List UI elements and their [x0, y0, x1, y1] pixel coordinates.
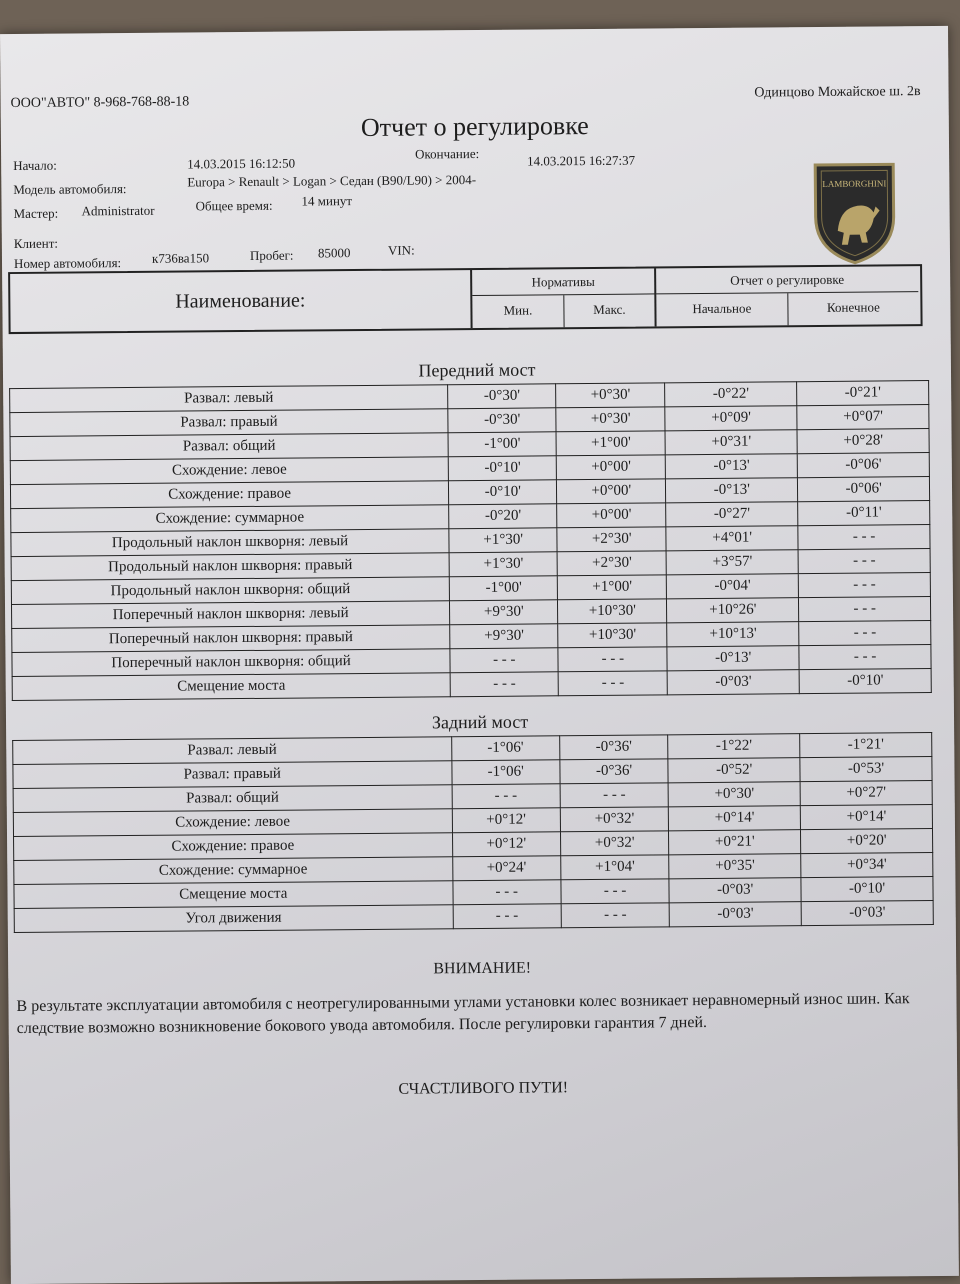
page-title: Отчет о регулировке [360, 111, 589, 142]
model-value: Europa > Renault > Logan > Седан (B90/L90) > 2004- [187, 171, 477, 190]
max-value: +10°30' [558, 623, 667, 648]
initial-value: -0°13' [667, 646, 799, 671]
max-value: +1°04' [561, 855, 670, 880]
company-address: Одинцово Можайское ш. 2в [754, 84, 921, 101]
initial-value: +3°57' [666, 550, 798, 575]
parameter-name: Смещение моста [14, 881, 453, 909]
final-value: +0°07' [797, 405, 929, 430]
final-value: +0°20' [801, 829, 933, 854]
min-value: -1°06' [451, 760, 560, 785]
farewell-text: СЧАСТЛИВОГО ПУТИ! [398, 1079, 569, 1098]
total-time-value: 14 минут [301, 193, 353, 209]
min-value: -0°10' [448, 456, 556, 481]
total-time-label: Общее время: [195, 197, 273, 214]
initial-value: -0°13' [666, 478, 798, 503]
parameter-name: Развал: общий [13, 785, 452, 813]
table-header [8, 264, 923, 334]
final-value: -0°06' [798, 453, 930, 478]
min-value: +9°30' [450, 600, 558, 625]
rear-axle-table [12, 732, 934, 933]
parameter-name: Схождение: левое [13, 809, 452, 837]
max-value: +0°30' [556, 383, 665, 408]
min-value: - - - [452, 784, 561, 809]
initial-value: -0°22' [665, 382, 797, 407]
parameter-name: Развал: левый [13, 737, 452, 765]
rear-axle-title: Задний мост [431, 711, 529, 733]
parameter-name: Смещение моста [12, 673, 450, 701]
initial-value: -0°13' [665, 454, 797, 479]
parameter-name: Поперечный наклон шкворня: левый [11, 601, 449, 629]
max-value: - - - [559, 671, 668, 696]
initial-value: -0°52' [668, 758, 800, 783]
max-value: +0°32' [560, 831, 669, 856]
parameter-name: Поперечный наклон шкворня: правый [12, 625, 450, 653]
warning-title: ВНИМАНИЕ! [433, 959, 532, 978]
max-value: -0°36' [560, 735, 669, 760]
parameter-name: Развал: правый [10, 409, 448, 437]
max-value: -0°36' [560, 759, 669, 784]
min-value: -1°06' [451, 736, 560, 761]
min-value: -0°20' [449, 504, 557, 529]
parameter-name: Схождение: правое [10, 481, 448, 509]
min-value: -1°00' [448, 432, 556, 457]
final-value: -0°06' [798, 477, 930, 502]
plate-value: к736ва150 [151, 250, 210, 266]
master-label: Мастер: [13, 205, 59, 222]
max-value: +2°30' [557, 551, 666, 576]
min-value: +9°30' [450, 624, 558, 649]
max-value: +0°00' [557, 479, 666, 504]
client-label: Клиент: [13, 235, 59, 252]
header-norms: Нормативы [472, 268, 656, 296]
parameter-name: Развал: правый [13, 761, 452, 789]
end-label: Окончание: [415, 145, 480, 162]
final-value: - - - [799, 573, 931, 598]
initial-value: +0°21' [669, 830, 801, 855]
logo-text: LAMBORGHINI [822, 178, 887, 189]
min-value: - - - [453, 904, 562, 929]
min-value: - - - [452, 880, 561, 905]
min-value: +1°30' [449, 552, 557, 577]
max-value: +0°30' [556, 407, 665, 432]
max-value: - - - [561, 903, 670, 928]
header-name-column: Наименование: [175, 289, 306, 313]
initial-value: +10°26' [667, 598, 799, 623]
parameter-name: Схождение: суммарное [14, 857, 453, 885]
min-value: - - - [450, 672, 558, 697]
initial-value: +10°13' [667, 622, 799, 647]
parameter-name: Продольный наклон шкворня: общий [11, 577, 449, 605]
initial-value: -0°03' [669, 902, 801, 927]
mileage-label: Пробег: [249, 247, 294, 263]
max-value: +0°32' [560, 807, 669, 832]
front-axle-title: Передний мост [418, 359, 536, 381]
start-label: Начало: [13, 157, 57, 174]
max-value: +0°00' [557, 455, 666, 480]
final-value: - - - [799, 621, 931, 646]
mileage-value: 85000 [317, 245, 351, 261]
final-value: - - - [799, 645, 931, 670]
initial-value: -0°04' [666, 574, 798, 599]
max-value: +2°30' [557, 527, 666, 552]
vin-label: VIN: [387, 242, 415, 258]
min-value: -0°10' [449, 480, 557, 505]
header-final: Конечное [826, 299, 880, 315]
initial-value: +0°31' [665, 430, 797, 455]
initial-value: +4°01' [666, 526, 798, 551]
initial-value: -0°27' [666, 502, 798, 527]
max-value: +1°00' [558, 575, 667, 600]
parameter-name: Схождение: левое [10, 457, 448, 485]
min-value: -0°30' [448, 408, 556, 433]
final-value: -0°10' [801, 877, 933, 902]
max-value: +10°30' [558, 599, 667, 624]
min-value: +0°12' [452, 832, 561, 857]
initial-value: -0°03' [667, 670, 799, 695]
final-value: -0°21' [797, 381, 929, 406]
plate-label: Номер автомобиля: [13, 255, 122, 272]
final-value: -1°21' [800, 733, 932, 758]
final-value: - - - [798, 549, 930, 574]
model-label: Модель автомобиля: [13, 181, 127, 198]
parameter-name: Угол движения [14, 905, 453, 933]
master-value: Administrator [81, 202, 155, 219]
parameter-name: Продольный наклон шкворня: левый [11, 529, 449, 557]
final-value: - - - [798, 525, 930, 550]
final-value: +0°28' [797, 429, 929, 454]
final-value: - - - [799, 597, 931, 622]
front-axle-table [9, 380, 932, 701]
max-value: - - - [560, 783, 669, 808]
header-min: Мин. [472, 295, 564, 328]
max-value: +1°00' [556, 431, 665, 456]
initial-value: +0°30' [668, 782, 800, 807]
initial-value: -0°03' [669, 878, 801, 903]
parameter-name: Развал: общий [10, 433, 448, 461]
initial-value: -1°22' [668, 734, 800, 759]
warning-text: В результате эксплуатации автомобиля с неотрегулированными углами установки колес возникает неравномерный износ шин. Как следствие возможно возникновение бокового увода автомобиля. После регулировки гарантия 7 дней. [16, 990, 910, 1038]
initial-value: +0°14' [669, 806, 801, 831]
min-value: +1°30' [449, 528, 557, 553]
parameter-name: Схождение: суммарное [11, 505, 449, 533]
report-sheet [0, 26, 959, 1284]
max-value: - - - [561, 879, 670, 904]
final-value: -0°10' [799, 669, 931, 694]
start-value: 14.03.2015 16:12:50 [187, 155, 296, 172]
company-header: ООО"АВТО" 8-968-768-88-18 [10, 94, 190, 112]
header-columns [470, 266, 920, 328]
max-value: +0°00' [557, 503, 666, 528]
header-initial: Начальное [656, 293, 788, 326]
final-value: -0°03' [801, 901, 933, 926]
parameter-name: Схождение: правое [14, 833, 453, 861]
parameter-name: Продольный наклон шкворня: правый [11, 553, 449, 581]
initial-value: +0°09' [665, 406, 797, 431]
max-value: - - - [558, 647, 667, 672]
parameter-name: Поперечный наклон шкворня: общий [12, 649, 450, 677]
final-value: +0°27' [800, 781, 932, 806]
final-value: -0°53' [800, 757, 932, 782]
end-value: 14.03.2015 16:27:37 [527, 152, 636, 169]
min-value: - - - [450, 648, 558, 673]
initial-value: +0°35' [669, 854, 801, 879]
final-value: +0°34' [801, 853, 933, 878]
parameter-name: Развал: левый [10, 385, 448, 413]
lamborghini-logo [809, 158, 900, 267]
min-value: +0°24' [452, 856, 561, 881]
final-value: +0°14' [800, 805, 932, 830]
header-max: Макс. [564, 294, 656, 327]
final-value: -0°11' [798, 501, 930, 526]
header-report: Отчет о регулировке [656, 266, 918, 294]
min-value: -0°30' [448, 384, 556, 409]
min-value: +0°12' [452, 808, 561, 833]
min-value: -1°00' [449, 576, 557, 601]
